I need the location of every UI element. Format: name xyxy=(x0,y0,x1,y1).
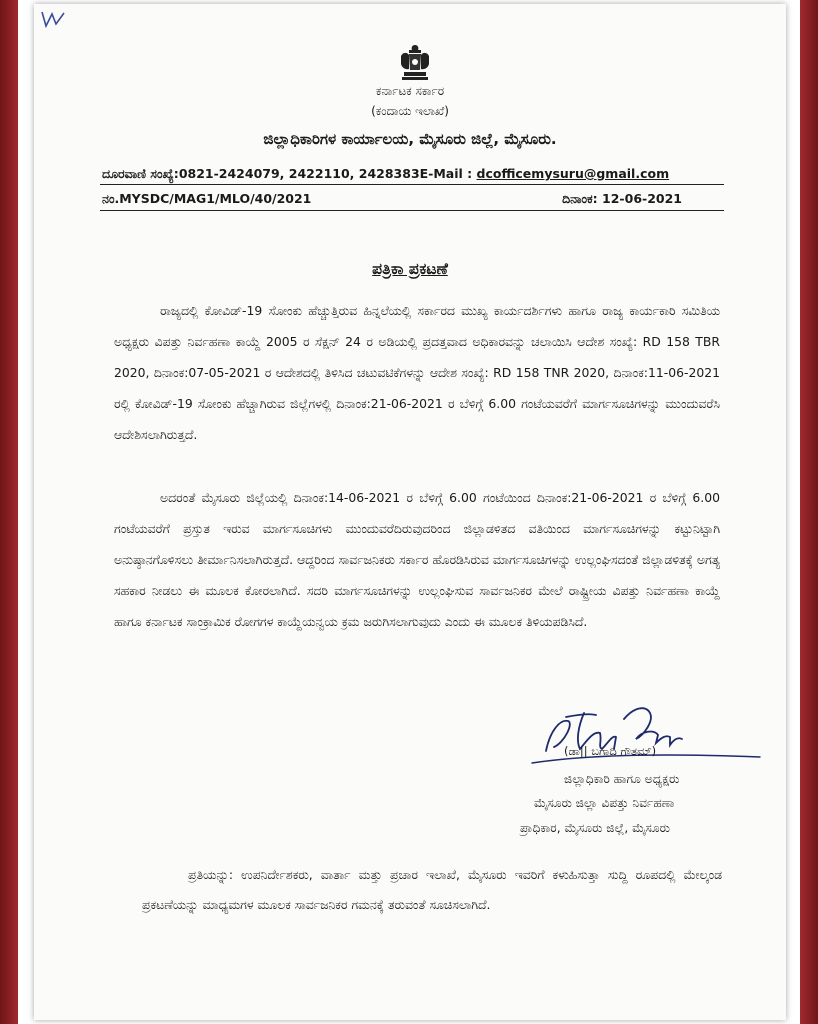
government-name: ಕರ್ನಾಟಕ ಸರ್ಕಾರ xyxy=(375,84,445,98)
date-value: 12-06-2021 xyxy=(597,191,682,206)
contact-line xyxy=(102,166,669,182)
reference-number: ನಂ.MYSDC/MAG1/MLO/40/2021 xyxy=(102,191,312,206)
signatory-designation-2: ಮೈಸೂರು ಜಿಲ್ಲಾ ವಿಪತ್ತು ನಿರ್ವಹಣಾ xyxy=(534,796,675,810)
paper-sheet xyxy=(34,4,786,1020)
signatory-designation-1: ಜಿಲ್ಲಾಧಿಕಾರಿ ಹಾಗೂ ಅಧ್ಯಕ್ಷರು xyxy=(564,772,680,786)
date-label: ದಿನಾಂಕ: xyxy=(562,191,598,206)
notice-paragraph-1: ರಾಜ್ಯದಲ್ಲಿ ಕೋವಿಡ್-19 ಸೋಂಕು ಹೆಚ್ಚುತ್ತಿರುವ ಹಿನ್ನಲೆಯಲ್ಲಿ ಸರ್ಕಾರದ ಮುಖ್ಯ ಕಾರ್ಯದರ್ಶಿಗಳು ಹಾಗೂ ರಾಜ್ಯ ಕಾರ್ಯಕಾರಿ ಸಮಿತಿಯ ಅಧ್ಯಕ್ಷರು ವಿಪತ್ತು ನಿರ್ವಹಣಾ ಕಾಯ್ದೆ 2005 ರ ಸೆಕ್ಷನ್ 24 ರ ಅಡಿಯಲ್ಲಿ ಪ್ರದತ್ತವಾದ ಅಧಿಕಾರವನ್ನು ಚಲಾಯಿಸಿ ಆದೇಶ ಸಂಖ್ಯೆ: RD 158 TBR 2020, ದಿನಾಂಕ:07-05-2021 ರ ಆದೇಶದಲ್ಲಿ ತಿಳಿಸಿದ ಚಟುವಟಿಕೆಗಳನ್ನು ಆದೇಶ ಸಂಖ್ಯೆ: RD 158 TNR 2020, ದಿನಾಂಕ:11-06-2021 ರಲ್ಲಿ ಕೋವಿಡ್-19 ಸೋಂಕು ಹೆಚ್ಚಾಗಿರುವ ಜಿಲ್ಲೆಗಳಲ್ಲಿ ದಿನಾಂಕ:21-06-2021 ರ ಬೆಳಿಗ್ಗೆ 6.00 ಗಂಟೆಯವರೆಗೆ ಮಾರ್ಗಸೂಚಿಗಳನ್ನು ಮುಂದುವರೆಸಿ ಆದೇಶಿಸಲಾಗಿರುತ್ತದೆ. xyxy=(114,303,720,442)
phone-label: ದೂರವಾಣಿ ಸಂಖ್ಯೆ: xyxy=(102,166,179,181)
email-link[interactable]: dcofficemysuru@gmail.com xyxy=(476,166,670,181)
office-name: ಜಿಲ್ಲಾಧಿಕಾರಿಗಳ ಕಾರ್ಯಾಲಯ, ಮೈಸೂರು ಜಿಲ್ಲೆ, ಮೈಸೂರು. xyxy=(263,130,557,148)
state-emblem-icon xyxy=(394,42,436,84)
copy-to-note: ಪ್ರತಿಯನ್ನು: ಉಪನಿರ್ದೇಶಕರು, ವಾರ್ತಾ ಮತ್ತು ಪ್ರಚಾರ ಇಲಾಖೆ, ಮೈಸೂರು ಇವರಿಗೆ ಕಳುಹಿಸುತ್ತಾ ಸುದ್ದಿ ರೂಪದಲ್ಲಿ ಮೇಲ್ಕಂಡ ಪ್ರಕಟಣೆಯನ್ನು ಮಾಧ್ಯಮಗಳ ಮೂಲಕ ಸಾರ್ವಜನಿಕರ ಗಮನಕ್ಕೆ ತರುವಂತೆ ಸೂಚಿಸಲಾಗಿದೆ. xyxy=(142,867,722,912)
email-label: E-Mail : xyxy=(419,166,477,181)
notice-title: ಪತ್ರಿಕಾ ಪ್ರಕಟಣೆ xyxy=(372,260,448,278)
signatory-name: (ಡಾ|| ಬಗಾದಿ ಗೌತಮ್) xyxy=(564,744,657,758)
signatory-designation-3: ಪ್ರಾಧಿಕಾರ, ಮೈಸೂರು ಜಿಲ್ಲೆ, ಮೈಸೂರು xyxy=(520,821,670,835)
department-name: (ಕಂದಾಯ ಇಲಾಖೆ) xyxy=(371,104,449,118)
header-divider-bottom xyxy=(100,210,724,211)
phone-numbers: 0821-2424079, 2422110, 2428383 xyxy=(178,166,420,181)
reference-date xyxy=(562,191,682,207)
annotation-mark-icon xyxy=(40,10,66,28)
header-divider-top xyxy=(100,184,724,185)
notice-paragraph-2: ಅದರಂತೆ ಮೈಸೂರು ಜಿಲ್ಲೆಯಲ್ಲಿ ದಿನಾಂಕ:14-06-2021 ರ ಬೆಳಿಗ್ಗೆ 6.00 ಗಂಟೆಯಿಂದ ದಿನಾಂಕ:21-06-2021 ರ ಬೆಳಿಗ್ಗೆ 6.00 ಗಂಟೆಯವರೆಗೆ ಪ್ರಸ್ತುತ ಇರುವ ಮಾರ್ಗಸೂಚಿಗಳು ಮುಂದುವರೆದಿರುವುದರಿಂದ ಜಿಲ್ಲಾಡಳಿತದ ವತಿಯಿಂದ ಮಾರ್ಗಸೂಚಿಗಳನ್ನು ಕಟ್ಟುನಿಟ್ಟಾಗಿ ಅನುಷ್ಠಾನಗೊಳಿಸಲು ತೀರ್ಮಾನಿಸಲಾಗಿರುತ್ತದೆ. ಆದ್ದರಿಂದ ಸಾರ್ವಜನಿಕರು ಸರ್ಕಾರ ಹೊರಡಿಸಿರುವ ಮಾರ್ಗಸೂಚಿಗಳನ್ನು ಉಲ್ಲಂಘಿಸದಂತೆ ಜಿಲ್ಲಾಡಳಿತಕ್ಕೆ ಅಗತ್ಯ ಸಹಕಾರ ನೀಡಲು ಈ ಮೂಲಕ ಕೋರಲಾಗಿದೆ. ಸದರಿ ಮಾರ್ಗಸೂಚಿಗಳನ್ನು ಉಲ್ಲಂಘಿಸುವ ಸಾರ್ವಜನಿಕರ ಮೇಲೆ ರಾಷ್ಟ್ರೀಯ ವಿಪತ್ತು ನಿರ್ವಹಣಾ ಕಾಯ್ದೆ ಹಾಗೂ ಕರ್ನಾಟಕ ಸಾಂಕ್ರಾಮಿಕ ರೋಗಗಳ ಕಾಯ್ದೆಯನ್ವಯ ಕ್ರಮ ಜರುಗಿಸಲಾಗುವುದು ಎಂದು ಈ ಮೂಲಕ ತಿಳಿಯಪಡಿಸಿದೆ. xyxy=(114,490,720,629)
